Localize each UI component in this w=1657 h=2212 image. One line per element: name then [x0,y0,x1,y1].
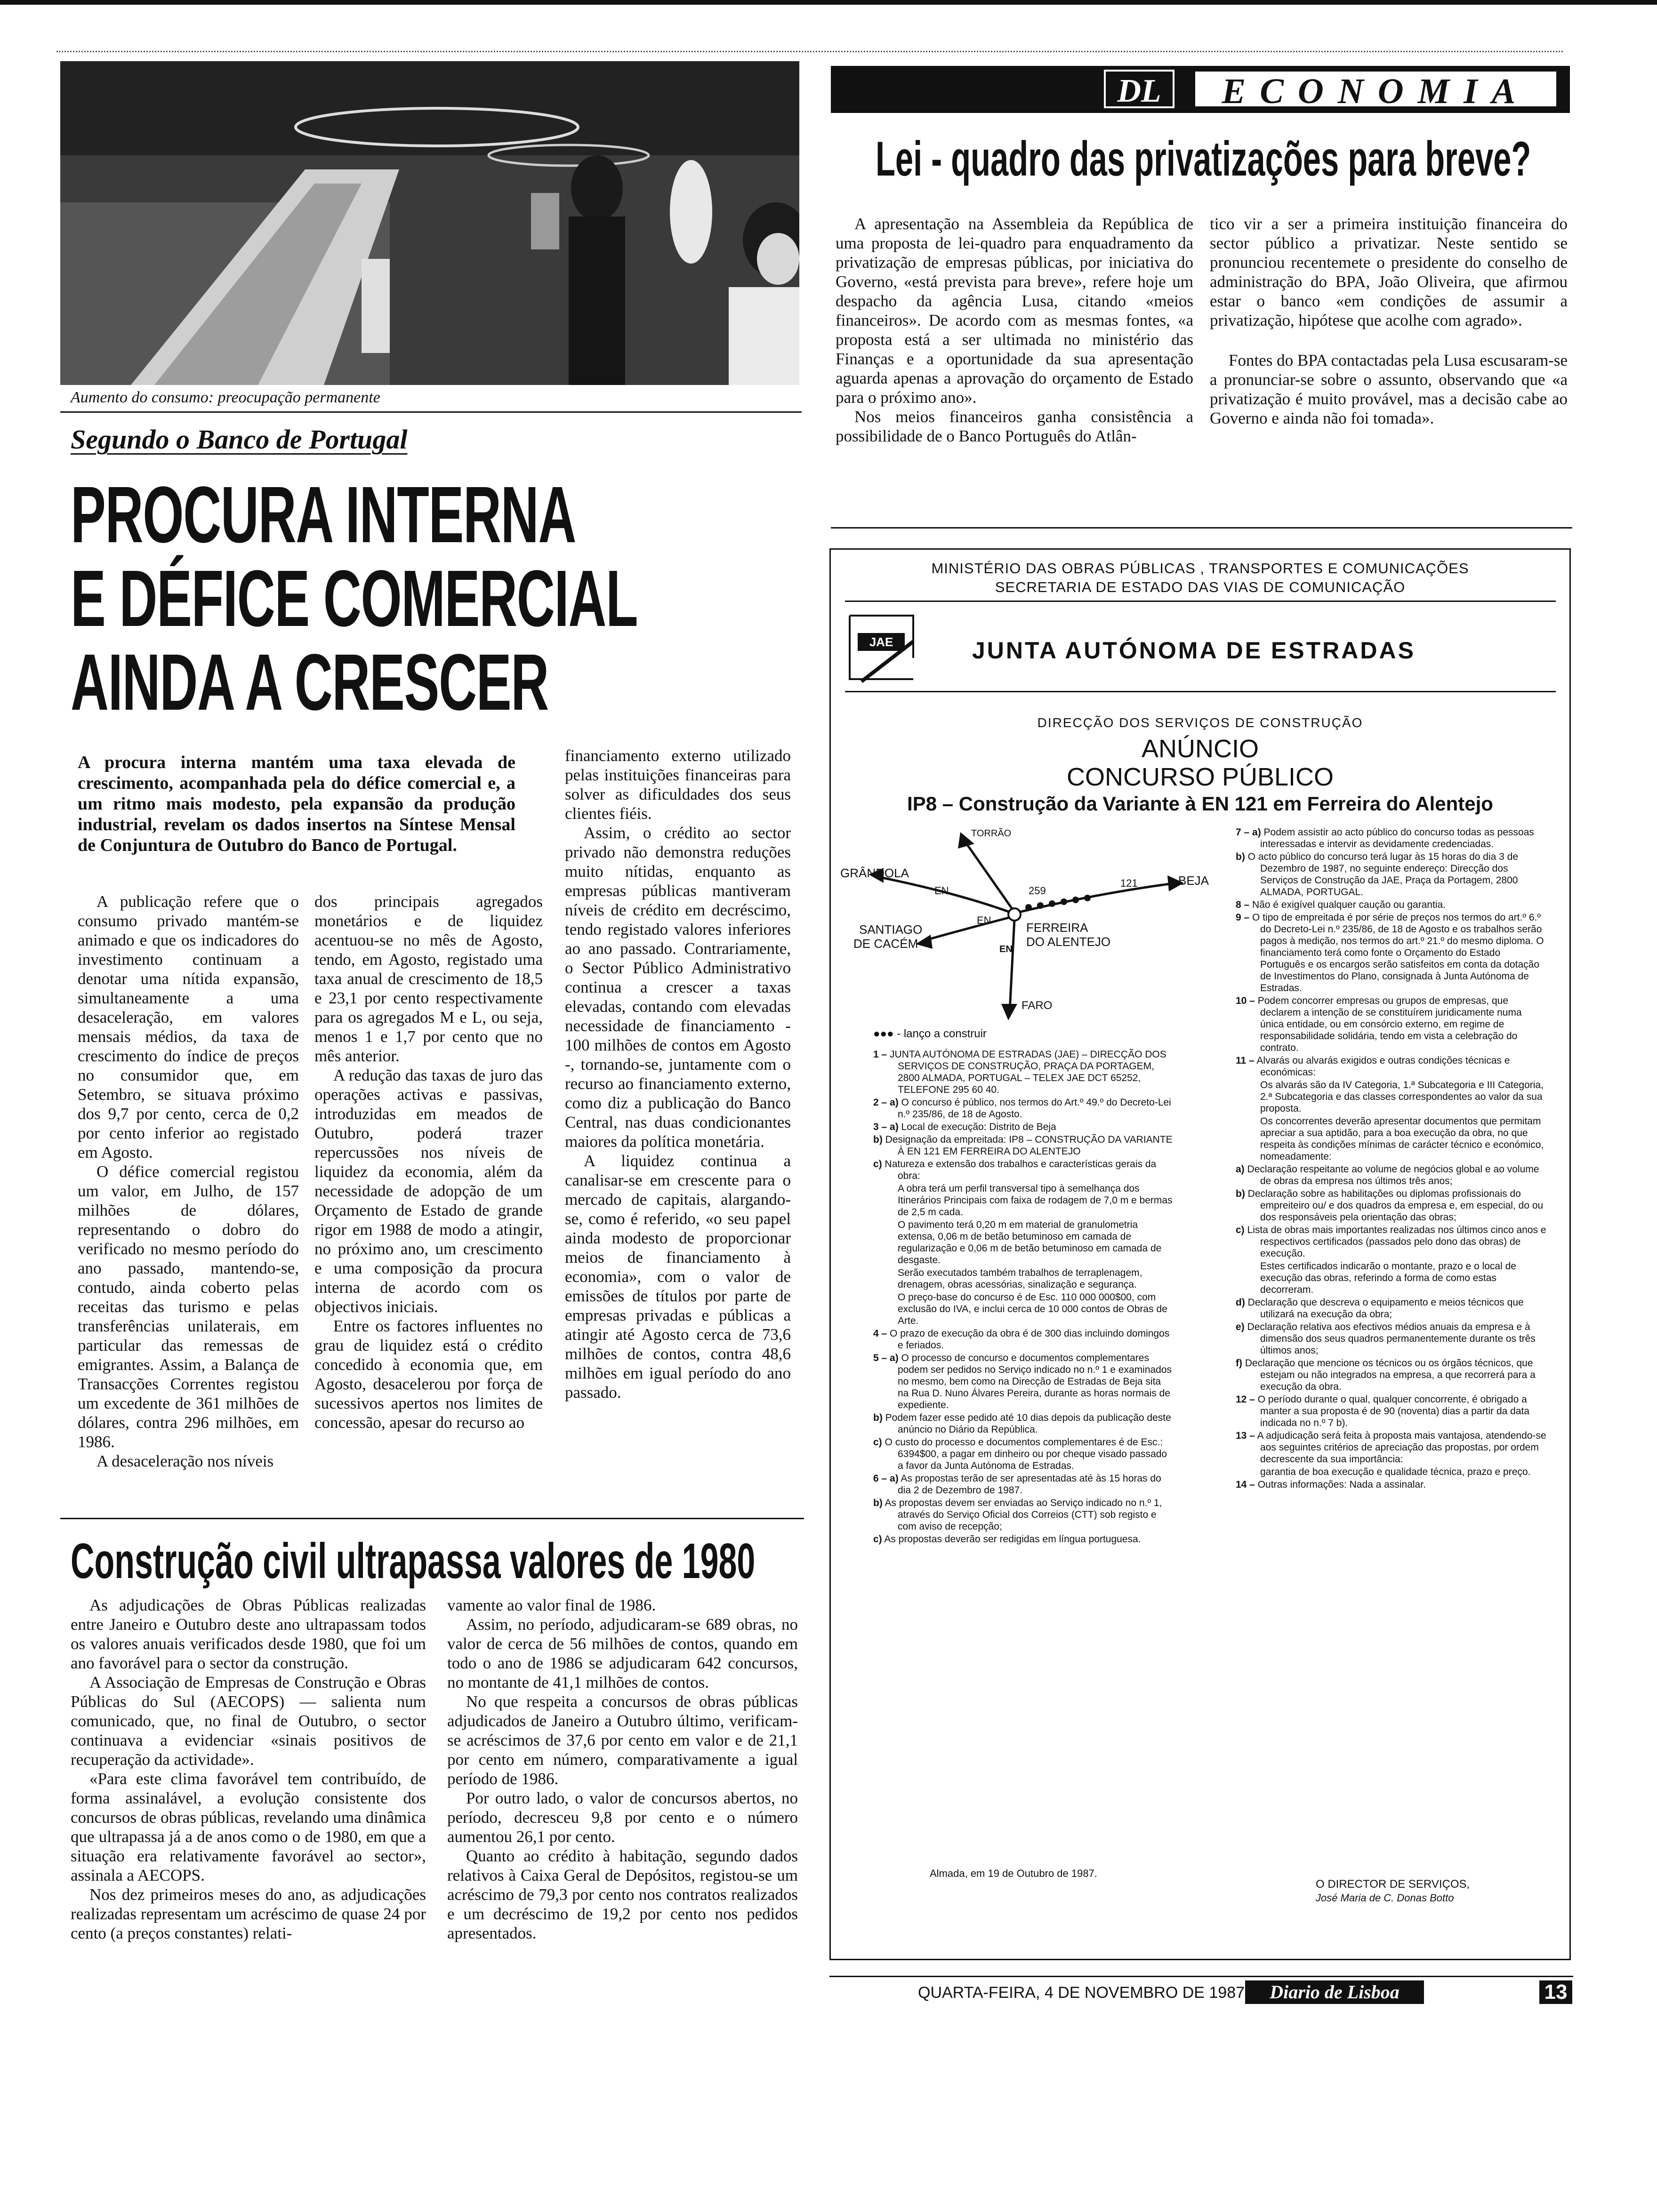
ad-date-line: Almada, em 19 de Outubro de 1987. [930,1867,1097,1879]
ad-clause-text: A adjudicação será feita à proposta mais vantajosa, atendendo-se aos seguintes critérios de apreciação das propostas, por ordem decrescente da sua importância: [1257,1430,1546,1465]
ad-clause-text: Os concorrentes deverão apresentar documentos que permitam apreciar a sua aptidão, para a boa execução da obra, no que respeita às condições mínimas de carácter técnico e económico, nomeadamente: [1260,1116,1544,1162]
ad-clause-text: Declaração relativa aos efectivos médios anuais da empresa e à dimensão dos seus quadros permanentemente durante os três últimos anos; [1247,1322,1536,1356]
ad-clause-text: A obra terá um perfil transversal tipo à semelhança dos Itinerários Principais com faixa de rodagem de 7,0 m e bermas de 2,5 m cada. [898,1183,1173,1218]
ad-clause-text: Natureza e extensão dos trabalhos e características gerais da obra: [885,1159,1157,1181]
ad-clause-number: 5 – a) [873,1353,899,1363]
ad-clause-number: 14 – [1236,1479,1255,1490]
ad-clause-number: e) [1236,1322,1245,1332]
paragraph: Entre os factores influentes no grau de liquidez está o crédito concedido à economia que, em Agosto, desacelerou por força de sucessivos apertos nos limites de concessão, apesar do recurso ao [314,1317,543,1432]
secretariat-line: SECRETARIA DE ESTADO DAS VIAS DE COMUNICAÇÃO [995,579,1406,595]
main-headline [71,470,777,727]
map-label-faro: FARO [1022,999,1053,1012]
ad-clause [1236,1163,1546,1187]
construction-top-rule [60,1518,804,1519]
ad-clause [873,1291,1174,1327]
ad-clause-number: 10 – [1236,995,1255,1006]
ad-items-left [873,1049,1174,1546]
map-label-alentejo: DO ALENTEJO [1026,935,1111,949]
ad-clause-text: O pavimento terá 0,20 m em material de granulometria extensa, 0,06 m de betão betuminoso em camada de regularização e 0,06 m de betão betuminoso em camada de desgaste. [898,1219,1162,1266]
ad-clause [873,1219,1174,1266]
ad-clause-text: Declaração respeitante ao volume de negócios global e ao volume de obras da empresa nos últimos três anos; [1247,1164,1539,1186]
privatization-headline: Lei - quadro das privatizações para breve? [876,132,1531,186]
main-col-3 [565,746,791,1402]
ad-clause-text: As propostas devem ser enviadas ao Serviço indicado no n.º 1, através do Serviço Oficial dos Correios (CTT) sob registo e com aviso de recepção; [885,1498,1162,1532]
construction-col-2 [447,1595,798,1943]
paragraph: Quanto ao crédito à habitação, segundo dados relativos à Caixa Geral de Depósitos, registou-se um acréscimo de 79,3 por cento nos contratos realizados e um decréscimo de 19,2 por cento nos pedidos apresentados. [447,1847,798,1942]
ad-clause-number: 6 – a) [873,1473,899,1484]
ad-clause-text: Declaração que descreva o equipamento e meios técnicos que utilizará na execução da obra; [1247,1297,1524,1320]
map-label-en2: EN [999,944,1013,954]
ad-clause-text: garantia de boa execução e qualidade técnica, prazo e preço. [1260,1467,1531,1477]
map-label-259: 259 [1029,885,1046,897]
ad-clause-text: Declaração sobre as habilitações ou diplomas profissionais do empreiteiro ou/ e dos quadros da empresa e, em especial, do ou dos responsáveis pela orientação das obras; [1247,1188,1544,1223]
privatization-bottom-rule [831,527,1572,529]
ad-clause [873,1497,1174,1532]
map-label-grandola: GRÂNDOLA [840,866,909,880]
ad-clause-text: As propostas terão de ser apresentadas até às 15 horas do dia 2 de Dezembro de 1987. [898,1473,1161,1496]
ad-clause-number: 9 – [1236,912,1250,923]
ad-clause-text: Declaração que mencione os técnicos ou os órgãos técnicos, que estejam ou não integrados na empresa, a que recorrerá para a execução da obra. [1245,1358,1536,1392]
map-label-en: EN [934,885,949,897]
ad-clause-text: Não é exigível qualquer caução ou garantia. [1252,899,1446,910]
photo-caption: Aumento do consumo: preocupação permanente [71,389,380,406]
paragraph: As adjudicações de Obras Públicas realizadas entre Janeiro e Outubro deste ano ultrapassam todos os valores anuais verificados desde 1980, que foi um ano favorável para o sector da construção. [71,1596,426,1672]
ad-clause-text: O prazo de execução da obra é de 300 dias incluindo domingos e feriados. [890,1328,1170,1351]
ad-clause-number: f) [1236,1358,1242,1369]
ad-clause [1236,1079,1546,1114]
paragraph: Assim, no período, adjudicaram-se 689 obras, no valor de cerca de 56 milhões de contos, quando em todo o ano de 1986 se adjudicaram 642 concursos, no montante de 41,1 milhões de contos. [447,1615,798,1691]
ad-clause [1236,1224,1546,1259]
ad-clause [873,1352,1174,1411]
ad-clause-number: 3 – a) [873,1122,899,1132]
paragraph: A desaceleração nos níveis [97,1452,274,1470]
ad-title-anuncio: ANÚNCIO [1141,735,1259,763]
paragraph: A publicação refere que o consumo privado mantém-se animado e que os indicadores do investimento continuam a denotar uma nítida expansão, simultaneamente a uma desaceleração, em valores mensais médios, da taxa de crescimento do índice de preços no consumidor que, em Setembro, se situava próximo dos 9,7 por cento, cerca de 0,2 por cento inferior ao registado em Agosto. [78,892,299,1162]
paragraph: O défice comercial registou um valor, em Julho, de 157 milhões de dólares, representando o dobro do verificado no mesmo período do ano passado, mantendo-se, contudo, ainda coberto pelas receitas das turismo e pelas transferências unilaterais, em particular das remessas de emigrantes. Assim, a Balança de Transacções Correntes registou um excedente de 361 milhões de dólares, contra 296 milhões, em 1986. [78,1162,299,1451]
paragraph: financiamento externo utilizado pelas instituições financeiras para solver as dificuldades dos seus clientes fiéis. [565,746,791,823]
map-label-ferreira: FERREIRA [1026,921,1088,935]
map-legend: ●●● - lanço a construir [873,1027,987,1040]
ad-clause-text: Local de execução: Distrito de Beja [901,1122,1056,1132]
ad-clause [1236,1297,1546,1320]
ad-clause-number: a) [1236,1164,1245,1175]
ad-clause [1236,1430,1546,1465]
paragraph: Por outro lado, o valor de concursos abertos, no período, decresceu 9,8 por cento e o número aumentou 26,1 por cento. [447,1789,798,1846]
ad-clause-number: c) [873,1159,882,1170]
map-label-santiago: SANTIAGO [859,922,923,937]
ad-clause-number: b) [873,1498,883,1508]
paragraph: Nos meios financeiros ganha consistência a possibilidade de o Banco Português do Atlân- [836,408,1193,445]
direction-line: DIRECÇÃO DOS SERVIÇOS DE CONSTRUÇÃO [1037,715,1363,730]
jae-logo [847,613,918,684]
ad-clause [1236,1055,1546,1078]
headline-line-3: AINDA A CRESCER [71,638,548,727]
ad-org-rule [845,691,1556,692]
ad-clause [873,1134,1174,1157]
privatization-col-1 [836,214,1193,446]
ad-clause-text: Alvarás ou alvarás exigidos e outras condições técnicas e económicas: [1256,1055,1510,1078]
org-name: JUNTA AUTÓNOMA DE ESTRADAS [972,637,1416,664]
ad-clause [1236,1321,1546,1356]
ad-clause-text: Podem assistir ao acto público do concurso todas as pessoas interessadas e intervir as devidamente credenciadas. [1260,827,1534,850]
ad-clause-text: O processo de concurso e documentos complementares podem ser pedidos no Serviço indicado no n.º 1 e examinados no mesmo, bem como na Direcção de Estradas de Beja sita na Rua D. Nuno Álvares Pereira, durante as horas normais de expediente. [898,1353,1172,1411]
ad-clause-number: 4 – [873,1328,887,1339]
ad-signer-name: José Maria de C. Donas Botto [1316,1892,1454,1904]
ad-clause [1236,1115,1546,1162]
ad-clause-number: b) [873,1412,883,1423]
ad-clause [873,1097,1174,1120]
ad-clause-text: Outras informações: Nada a assinalar. [1257,1479,1426,1490]
ad-clause-text: Serão executados também trabalhos de terraplenagem, drenagem, obras acessórias, sinalização e segurança. [898,1267,1142,1290]
ad-clause-number: 13 – [1236,1430,1255,1441]
ad-clause [1236,912,1546,994]
ad-clause [873,1473,1174,1496]
paragraph: Fontes do BPA contactadas pela Lusa escusaram-se a pronunciar-se sobre o assunto, observando que «a privatização é muito provável, mas a decisão cabe ao Governo e ainda não foi tomada». [1210,351,1568,427]
ad-clause [1236,1357,1546,1393]
privatization-col-2 [1210,214,1568,428]
ad-subtitle: IP8 – Construção da Variante à EN 121 em Ferreira do Alentejo [907,793,1493,815]
ad-clause-text: O concurso é público, nos termos do Art.º 49.º do Decreto-Lei n.º 235/86, de 18 de Agosto. [898,1097,1171,1120]
paragraph: tico vir a ser a primeira instituição financeira do sector público a privatizar. Neste sentido se pronunciou recentemete o presidente do conselho de administração do BPA, João Oliveira, que afirmou estar o banco «em condições de assumir a privatização, hipótese que acolhe com agrado». [1210,215,1568,329]
map-label-121: 121 [1120,877,1138,889]
ad-clause-number: c) [873,1437,882,1448]
ad-clause-text: O tipo de empreitada é por série de preços nos termos do art.º 6.º do Decreto-Lei n.º 235/86, de 18 de Agosto e os trabalhos serão pagos à medição, nos termos do art.º 21.º do mesmo diploma. O financiamento terá como fonte o Orçamento do Estado Português e os encargos serão satisfeitos em conta da dotação de Investimentos do Plano, consignada à Junta Autónoma de Estradas. [1252,912,1544,994]
ad-clause-text: O preço-base do concurso é de Esc. 110 000 000$00, com exclusão do IVA, e inclui cerca de 10 000 contos de Obras de Arte. [898,1292,1167,1326]
ad-clause-number: c) [873,1534,882,1545]
ad-clause [1236,851,1546,898]
paragraph: vamente ao valor final de 1986. [447,1596,656,1614]
location-map [840,823,1217,1025]
ad-clause [873,1183,1174,1218]
ad-clause [1236,995,1546,1054]
caption-rule [60,411,802,413]
paragraph: A apresentação na Assembleia da República de uma proposta de lei-quadro para enquadramento da privatização de empresas públicas, por iniciativa do Governo, «está prevista para breve», refere hoje um despacho da agência Lusa, citando «meios financeiros». De acordo com as mesmas fontes, «a proposta está a ser ultimada no ministério das Finanças e a oportunidade da sua apresentação aguarda apenas a aprovação do orçamento de Estado para o próximo ano». [836,215,1193,407]
paragraph: Nos dez primeiros meses do ano, as adjudicações realizadas representam um acréscimo de quase 24 por cento (a preços constantes) relati- [71,1885,426,1942]
paragraph: dos principais agregados monetários e de liquidez acentuou-se no mês de Agosto, tendo, em Agosto, registado uma taxa anual de crescimento de 18,5 e 23,1 por cento respectivamente para os agregados M e L, ou seja, menos 1 e 1,7 por cento que no mês anterior. [314,892,543,1065]
ad-clause-text: Podem concorrer empresas ou grupos de empresas, que declarem a intenção de se constituírem juridicamente numa única entidade, ou em consórcio externo, em regime de responsabilidade solidária, tendo em vista a celebração do contrato. [1257,995,1522,1053]
ad-clause-number: 11 – [1236,1055,1255,1066]
ad-clause [1236,1260,1546,1296]
map-label-beja: BEJA [1178,874,1209,888]
ad-clause-number: b) [1236,851,1245,862]
ad-clause [1236,826,1546,850]
ad-clause-number: 1 – [873,1049,887,1060]
section-banner [831,66,1570,113]
ad-clause-number: 7 – a) [1236,827,1261,838]
headline-line-1: PROCURA INTERNA [71,470,576,560]
construction-col-1 [71,1595,426,1943]
jae-logo-text: JAE [869,635,893,649]
map-label-en-mid: EN [977,914,991,926]
ad-clause-number: d) [1236,1297,1245,1308]
paragraph: Assim, o crédito ao sector privado não demonstra reduções muito nítidas, enquanto as empresas públicas mantiveram níveis de crédito em decréscimo, tendo registado valores inferiores ao ano passado. Contrariamente, o Sector Público Administrativo continua a crescer a taxas elevadas, contando com elevadas necessidade de financiamento - 100 milhões de contos em Agosto -, tornando-se, juntamente com o recurso ao financiamento externo, como diz a publicação do Banco Central, nas duas condicionantes maiores da política monetária. [565,824,791,1151]
ad-clause-text: Designação da empreitada: IP8 – CONSTRUÇÃO DA VARIANTE À EN 121 EM FERREIRA DO ALENTEJO [885,1134,1173,1157]
ad-clause-text: O custo do processo e documentos complementares é de Esc.: 6394$00, a pagar em dinheiro ou por cheque visado passado a favor da Junta Autónoma de Estradas. [885,1437,1167,1471]
ad-clause-number: 2 – a) [873,1097,899,1108]
ad-signer-title: O DIRECTOR DE SERVIÇOS, [1316,1878,1470,1891]
ad-clause-text: As propostas deverão ser redigidas em língua portuguesa. [884,1534,1141,1545]
ad-title-concurso: CONCURSO PÚBLICO [1066,763,1334,791]
ad-clause-text: O período durante o qual, qualquer concorrente, é obrigado a manter a sua proposta é de 90 (noventa) dias a partir da data indicada no n.º 7 b). [1257,1394,1530,1428]
ad-clause [873,1158,1174,1182]
ad-header-rule [845,601,1556,602]
ad-clause-number: b) [1236,1188,1245,1199]
footer-date: QUARTA-FEIRA, 4 DE NOVEMBRO DE 1987 [918,1984,1245,2002]
ad-clause-text: Os alvarás são da IV Categoria, 1.ª Subcategoria e III Categoria, 2.ª Subcategoria e das classes correspondentes ao valor da sua proposta. [1260,1080,1544,1114]
ad-clause [873,1412,1174,1435]
section-title: ECONOMIA [1193,70,1558,108]
ad-clause-text: Estes certificados indicarão o montante, prazo e o local de execução das obras, referindo a forma de como estas decorreram. [1260,1261,1516,1295]
paragraph: A liquidez continua a canalisar-se em crescente para o mercado de capitais, alargando-se, como é referido, «o seu papel ainda modesto de proporcionar meios de financiamento à economia», com o valor de emissões de títulos por parte de empresas privadas e públicas a atingir até Agosto cerca de 73,6 milhões de contos, contra 48,6 milhões em igual período do ano passado. [565,1152,791,1402]
map-label-cacem: DE CACÉM [853,937,918,951]
page-number: 13 [1539,1980,1572,2004]
news-photo [60,61,799,385]
ad-items-right [1236,826,1546,1491]
paragraph: A Associação de Empresas de Construção e Obras Públicas do Sul (AECOPS) — salienta num comunicado, que, no final de Outubro, o sector continuava a evidenciar «sinais positivos de recuperação da actividade». [71,1673,426,1769]
top-dotted-rule [56,51,1563,52]
ad-clause [1236,899,1546,911]
paragraph: No que respeita a concursos de obras públicas adjudicados de Janeiro a Outubro último, verificam-se acréscimos de 37,6 por cento em valor e de 21,1 por cento em número, comparativamente a igual período de 1986. [447,1692,798,1788]
map-label-torrao: TORRÃO [971,828,1012,839]
ad-clause-number: 8 – [1236,899,1250,910]
main-col-2 [314,892,543,1432]
ministry-line: MINISTÉRIO DAS OBRAS PÚBLICAS , TRANSPORTES E COMUNICAÇÕES [931,560,1469,577]
ad-clause-number: b) [873,1134,883,1145]
ad-clause-text: Lista de obras mais importantes realizadas nos últimos cinco anos e respectivos certificados (passados pelo dono das obras) de execução. [1247,1225,1546,1259]
ad-clause [873,1436,1174,1472]
ad-clause [873,1049,1174,1096]
top-rule [0,0,1657,5]
jae-advertisement [829,548,1571,1960]
ad-clause [873,1328,1174,1351]
ad-clause-number: c) [1236,1225,1245,1235]
ad-clause [873,1533,1174,1545]
ad-clause [1236,1479,1546,1491]
footer-rule [829,1976,1573,1977]
headline-line-2: E DÉFICE COMERCIAL [71,554,638,643]
construction-headline: Construção civil ultrapassa valores de 1980 [71,1533,756,1589]
ad-clause-text: O acto público do concurso terá lugar às 15 horas do dia 3 de Dezembro de 1987, no seguinte endereço: Direcção dos Serviços de Construção da JAE, Praça da Portagem, 2800 ALMADA, PORTUGAL. [1247,851,1519,898]
dl-logo: DL [1104,70,1174,108]
ad-clause [873,1267,1174,1290]
ad-clause [873,1121,1174,1133]
ad-clause-text: Podem fazer esse pedido até 10 dias depois da publicação deste anúncio no Diário da República. [885,1412,1171,1435]
footer-paper-name: Diario de Lisboa [1245,1980,1424,2004]
ad-clause-number: 12 – [1236,1394,1255,1405]
kicker: Segundo o Banco de Portugal [71,424,408,455]
paragraph: A redução das taxas de juro das operações activas e passivas, introduzidas em meados de Outubro, poderá trazer repercussões nos níveis de liquidez da economia, além da necessidade de adopção de um Orçamento de Estado de grande rigor em 1988 de modo a atingir, no próximo ano, um crescimento e uma composição da procura interna de acordo com os objectivos iniciais. [314,1066,543,1316]
ad-clause [1236,1466,1546,1478]
ad-clause [1236,1188,1546,1223]
article-lead: A procura interna mantém uma taxa elevada de crescimento, acompanhada pela do défice comercial e, a um ritmo mais modesto, pela expansão da produção industrial, revelam os dados insertos na Síntese Mensal de Conjuntura de Outubro do Banco de Portugal. [78,753,515,855]
ad-clause [1236,1394,1546,1429]
main-col-1 [78,892,299,1471]
paragraph: «Para este clima favorável tem contribuído, de forma assinalável, a evolução consistente dos concursos de obras públicas, revelando uma dinâmica que ultrapassa já a de anos como o de 1980, em que a situação era relativamente favorável ao sector», assinala a AECOPS. [71,1770,426,1884]
ad-clause-text: JUNTA AUTÓNOMA DE ESTRADAS (JAE) – DIRECÇÃO DOS SERVIÇOS DE CONSTRUÇÃO, PRAÇA DA PORTAGEM, 2800 ALMADA, PORTUGAL – TELEX JAE DCT 65252, TELEFONE 295 60 40. [890,1049,1166,1095]
